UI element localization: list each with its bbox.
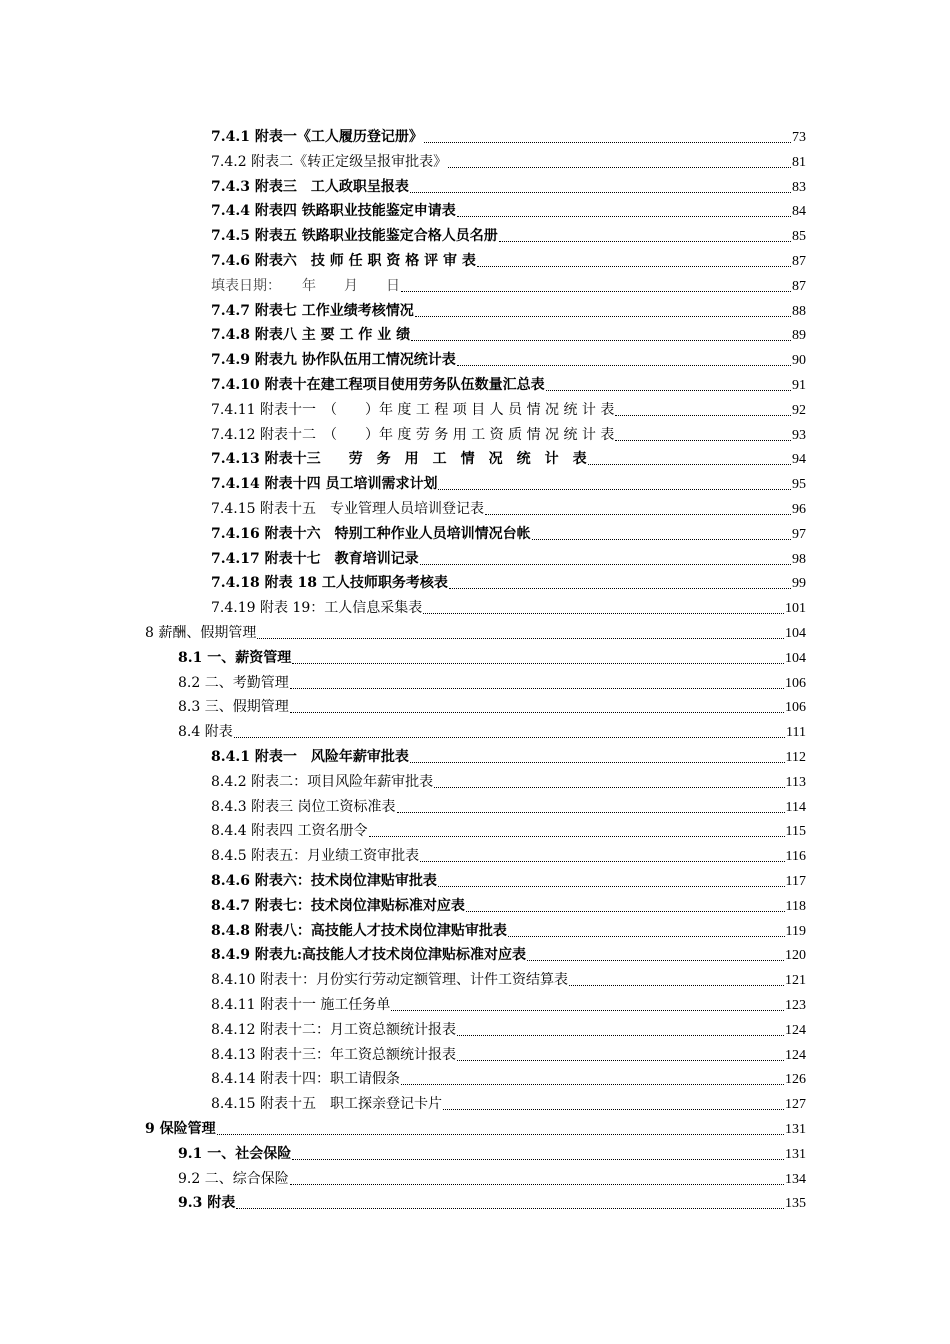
toc-entry[interactable] <box>145 1117 806 1142</box>
toc-entry[interactable] <box>211 894 806 919</box>
toc-entry[interactable] <box>211 968 806 993</box>
toc-leader-dots <box>485 513 791 515</box>
toc-entry-title: 7.4.1 附表一《工人履历登记册》 <box>211 129 423 145</box>
toc-entry-page: 123 <box>785 998 806 1013</box>
toc-leader-dots <box>292 1158 784 1160</box>
toc-leader-dots <box>424 141 791 143</box>
toc-entry-page: 84 <box>792 204 806 220</box>
toc-entry-page: 106 <box>785 675 806 691</box>
toc-entry[interactable] <box>211 1092 806 1117</box>
toc-entry[interactable] <box>211 150 806 175</box>
toc-entry[interactable] <box>178 695 806 720</box>
toc-entry-title: 8.4.5 附表五：月业绩工资审批表 <box>211 848 420 865</box>
toc-entry[interactable] <box>211 869 806 894</box>
toc-leader-dots <box>499 240 791 242</box>
toc-entry-page: 117 <box>785 874 806 889</box>
toc-leader-dots <box>410 761 785 763</box>
toc-entry-title: 7.4.18 附表 18 工人技师职务考核表 <box>211 575 448 592</box>
toc-entry-page: 94 <box>792 452 806 468</box>
toc-entry[interactable] <box>211 819 806 844</box>
toc-leader-dots <box>443 1108 784 1110</box>
toc-leader-dots <box>546 389 791 391</box>
toc-leader-dots <box>397 811 785 813</box>
toc-entry[interactable] <box>178 1142 806 1167</box>
toc-leader-dots <box>466 910 785 912</box>
toc-entry-title: 8.4.15 附表十五 职工探亲登记卡片 <box>211 1096 442 1113</box>
toc-entry-title: 7.4.3 附表三 工人政职呈报表 <box>211 178 409 195</box>
toc-entry-title: 8.4.12 附表十二：月工资总额统计报表 <box>211 1021 456 1038</box>
toc-leader-dots <box>290 1183 784 1185</box>
toc-entry[interactable] <box>211 596 806 621</box>
toc-entry[interactable] <box>211 770 806 795</box>
toc-entry-title: 8.4.7 附表七：技术岗位津贴标准对应表 <box>211 897 465 914</box>
toc-leader-dots <box>420 563 791 565</box>
toc-entry-page: 104 <box>785 650 806 666</box>
toc-entry-page: 95 <box>792 477 806 493</box>
toc-leader-dots <box>438 885 785 887</box>
toc-entry-title: 8.2 二、考勤管理 <box>178 674 289 691</box>
toc-leader-dots <box>457 1059 784 1061</box>
toc-leader-dots <box>217 1133 784 1135</box>
toc-leader-dots <box>477 265 791 267</box>
toc-entry-title: 8.4.11 附表十一 施工任务单 <box>211 997 391 1013</box>
toc-leader-dots <box>434 786 784 788</box>
toc-leader-dots <box>588 463 791 465</box>
toc-leader-dots <box>438 488 791 490</box>
toc-leader-dots <box>411 339 791 341</box>
toc-leader-dots <box>569 984 784 986</box>
toc-entry-page: 99 <box>792 576 806 592</box>
toc-entry-title: 7.4.13 附表十三 劳 务 用 工 情 况 统 计 表 <box>211 451 587 468</box>
toc-entry-title: 8.4.4 附表四 工资名册令 <box>211 823 368 840</box>
toc-entry-page: 127 <box>785 1097 806 1113</box>
toc-leader-dots <box>532 538 791 540</box>
toc-entry-page: 89 <box>792 328 806 344</box>
toc-entry-page: 85 <box>792 229 806 245</box>
toc-leader-dots <box>457 1034 784 1036</box>
toc-entry[interactable] <box>211 547 806 572</box>
toc-entry[interactable] <box>145 621 806 646</box>
toc-entry[interactable] <box>211 993 806 1018</box>
toc-entry-page: 114 <box>785 799 806 815</box>
toc-entry-title: 7.4.5 附表五 铁路职业技能鉴定合格人员名册 <box>211 228 498 245</box>
toc-entry-page: 73 <box>792 130 806 145</box>
toc-entry-page: 101 <box>785 601 806 617</box>
toc-entry-page: 81 <box>792 154 806 170</box>
toc-entry[interactable] <box>178 646 806 671</box>
toc-entry-title: 7.4.7 附表七 工作业绩考核情况 <box>211 302 414 319</box>
toc-entry-page: 115 <box>785 824 806 840</box>
toc-leader-dots <box>410 191 791 193</box>
toc-entry-title: 7.4.14 附表十四 员工培训需求计划 <box>211 476 438 493</box>
toc-entry-title: 8.4.1 附表一 风险年薪审批表 <box>211 749 409 765</box>
toc-entry-page: 91 <box>792 378 806 393</box>
toc-entry-page: 131 <box>785 1122 806 1137</box>
toc-entry-page: 124 <box>785 1022 806 1038</box>
toc-leader-dots <box>448 166 791 168</box>
toc-entry[interactable] <box>211 299 806 324</box>
toc-entry-title: 7.4.17 附表十七 教育培训记录 <box>211 550 419 567</box>
toc-entry-title: 8.4 附表 <box>178 724 233 741</box>
toc-leader-dots <box>401 290 791 292</box>
toc-leader-dots <box>290 711 784 713</box>
toc-entry-page: 93 <box>792 427 806 443</box>
toc-entry-title: 8.4.9 附表九:高技能人才技术岗位津贴标准对应表 <box>211 947 527 964</box>
toc-leader-dots <box>423 612 784 614</box>
toc-entry-title: 8.4.8 附表八：高技能人才技术岗位津贴审批表 <box>211 922 507 939</box>
toc-entry-page: 96 <box>792 502 806 517</box>
toc-entry-page: 113 <box>785 774 806 790</box>
toc-entry-title: 8 薪酬、假期管理 <box>145 625 257 641</box>
toc-entry[interactable] <box>211 795 806 820</box>
toc-entry-page: 106 <box>785 700 806 716</box>
toc-leader-dots <box>457 215 791 217</box>
toc-entry-title: 7.4.2 附表二《转正定级呈报审批表》 <box>211 153 448 170</box>
toc-entry-title: 9.1 一、社会保险 <box>178 1145 292 1162</box>
toc-leader-dots <box>420 860 784 862</box>
toc-entry-title: 7.4.6 附表六 技 师 任 职 资 格 评 审 表 <box>211 253 476 269</box>
toc-entry[interactable] <box>211 1067 806 1092</box>
toc-entry-page: 121 <box>785 973 806 989</box>
toc-leader-dots <box>391 1009 784 1011</box>
toc-entry-page: 126 <box>785 1072 806 1088</box>
toc-entry-page: 111 <box>786 725 806 741</box>
toc-entry-title: 8.4.14 附表十四：职工请假条 <box>211 1071 400 1088</box>
toc-entry-title: 7.4.9 附表九 协作队伍用工情况统计表 <box>211 352 456 369</box>
toc-leader-dots <box>457 364 791 366</box>
toc-entry[interactable] <box>178 1167 806 1192</box>
toc-entry-title: 8.4.2 附表二：项目风险年薪审批表 <box>211 773 434 790</box>
toc-leader-dots <box>508 935 785 937</box>
toc-entry-title: 7.4.11 附表十一 （ ）年 度 工 程 项 目 人 员 情 况 统 计 表 <box>211 401 615 418</box>
toc-entry-title: 7.4.19 附表 19：工人信息采集表 <box>211 600 423 617</box>
toc-entry[interactable] <box>211 1043 806 1068</box>
toc-entry-title: 7.4.15 附表十五 专业管理人员培训登记表 <box>211 501 484 517</box>
toc-entry[interactable] <box>211 472 806 497</box>
toc-leader-dots <box>257 637 784 639</box>
toc-entry[interactable] <box>211 125 806 150</box>
toc-entry-title: 8.4.3 附表三 岗位工资标准表 <box>211 798 396 815</box>
toc-entry[interactable] <box>211 522 806 547</box>
toc-entry-page: 90 <box>792 353 806 369</box>
toc-leader-dots <box>292 662 784 664</box>
toc-entry-page: 97 <box>792 526 806 542</box>
toc-entry[interactable] <box>211 745 806 770</box>
toc-entry-title: 7.4.8 附表八 主 要 工 作 业 绩 <box>211 327 411 344</box>
toc-entry-page: 124 <box>785 1047 806 1063</box>
toc-entry-page: 116 <box>785 849 806 865</box>
toc-leader-dots <box>369 835 785 837</box>
toc-entry-page: 87 <box>792 254 806 269</box>
toc-leader-dots <box>290 687 784 689</box>
toc-entry-title: 9 保险管理 <box>145 1121 216 1137</box>
toc-entry-page: 118 <box>785 898 806 914</box>
toc-entry[interactable] <box>178 1191 806 1216</box>
toc-leader-dots <box>236 1207 784 1209</box>
toc-entry[interactable] <box>211 373 806 398</box>
toc-entry-page: 135 <box>785 1196 806 1212</box>
toc-entry[interactable] <box>211 274 806 299</box>
toc-leader-dots <box>615 439 791 441</box>
toc-entry-title: 8.3 三、假期管理 <box>178 699 289 716</box>
toc-entry[interactable] <box>211 323 806 348</box>
toc-leader-dots <box>401 1083 784 1085</box>
toc-entry[interactable] <box>211 175 806 200</box>
toc-entry-title: 7.4.12 附表十二 （ ）年 度 劳 务 用 工 资 质 情 况 统 计 表 <box>211 426 615 443</box>
toc-entry-page: 104 <box>785 626 806 641</box>
toc-entry-page: 92 <box>792 402 806 418</box>
toc-entry[interactable] <box>211 398 806 423</box>
toc-entry-title: 7.4.4 附表四 铁路职业技能鉴定申请表 <box>211 203 456 220</box>
toc-entry-title: 8.4.6 附表六：技术岗位津贴审批表 <box>211 873 437 889</box>
toc-entry-title: 8.1 一、薪资管理 <box>178 649 292 666</box>
toc-entry-page: 131 <box>785 1146 806 1162</box>
toc-entry-page: 112 <box>785 750 806 765</box>
toc-entry[interactable] <box>211 423 806 448</box>
toc-entry[interactable] <box>211 1018 806 1043</box>
toc-entry[interactable] <box>211 497 806 522</box>
toc-entry[interactable] <box>211 348 806 373</box>
toc-entry-title: 7.4.10 附表十在建工程项目使用劳务队伍数量汇总表 <box>211 377 545 393</box>
toc-entry-page: 88 <box>792 303 806 319</box>
toc-entry-title: 8.4.13 附表十三：年工资总额统计报表 <box>211 1046 456 1063</box>
toc-entry-title: 9.2 二、综合保险 <box>178 1170 289 1187</box>
toc-entry[interactable] <box>211 224 806 249</box>
toc-entry[interactable] <box>178 671 806 696</box>
toc-entry-page: 98 <box>792 551 806 567</box>
toc-entry-title: 9.3 附表 <box>178 1195 236 1212</box>
toc-entry-title: 8.4.10 附表十：月份实行劳动定额管理、计件工资结算表 <box>211 972 568 989</box>
toc-entry[interactable] <box>211 943 806 968</box>
toc-entry[interactable] <box>211 844 806 869</box>
toc-entry-page: 134 <box>785 1171 806 1187</box>
toc-entry[interactable] <box>211 571 806 596</box>
toc-entry-page: 120 <box>785 948 806 964</box>
toc-entry-title: 7.4.16 附表十六 特别工种作业人员培训情况台帐 <box>211 525 531 542</box>
toc-leader-dots <box>415 315 791 317</box>
toc-entry[interactable] <box>211 249 806 274</box>
toc-entry-page: 87 <box>792 278 806 294</box>
toc-entry-page: 83 <box>792 179 806 195</box>
toc-leader-dots <box>615 414 791 416</box>
toc-entry[interactable] <box>211 919 806 944</box>
toc-entry-page: 119 <box>785 923 806 939</box>
toc-leader-dots <box>234 736 785 738</box>
toc-leader-dots <box>527 959 784 961</box>
toc-entry[interactable] <box>178 720 806 745</box>
toc-leader-dots <box>449 587 791 589</box>
toc-entry[interactable] <box>211 199 806 224</box>
toc-entry-title: 填表日期： 年 月 日 <box>211 277 400 294</box>
toc-entry[interactable] <box>211 447 806 472</box>
